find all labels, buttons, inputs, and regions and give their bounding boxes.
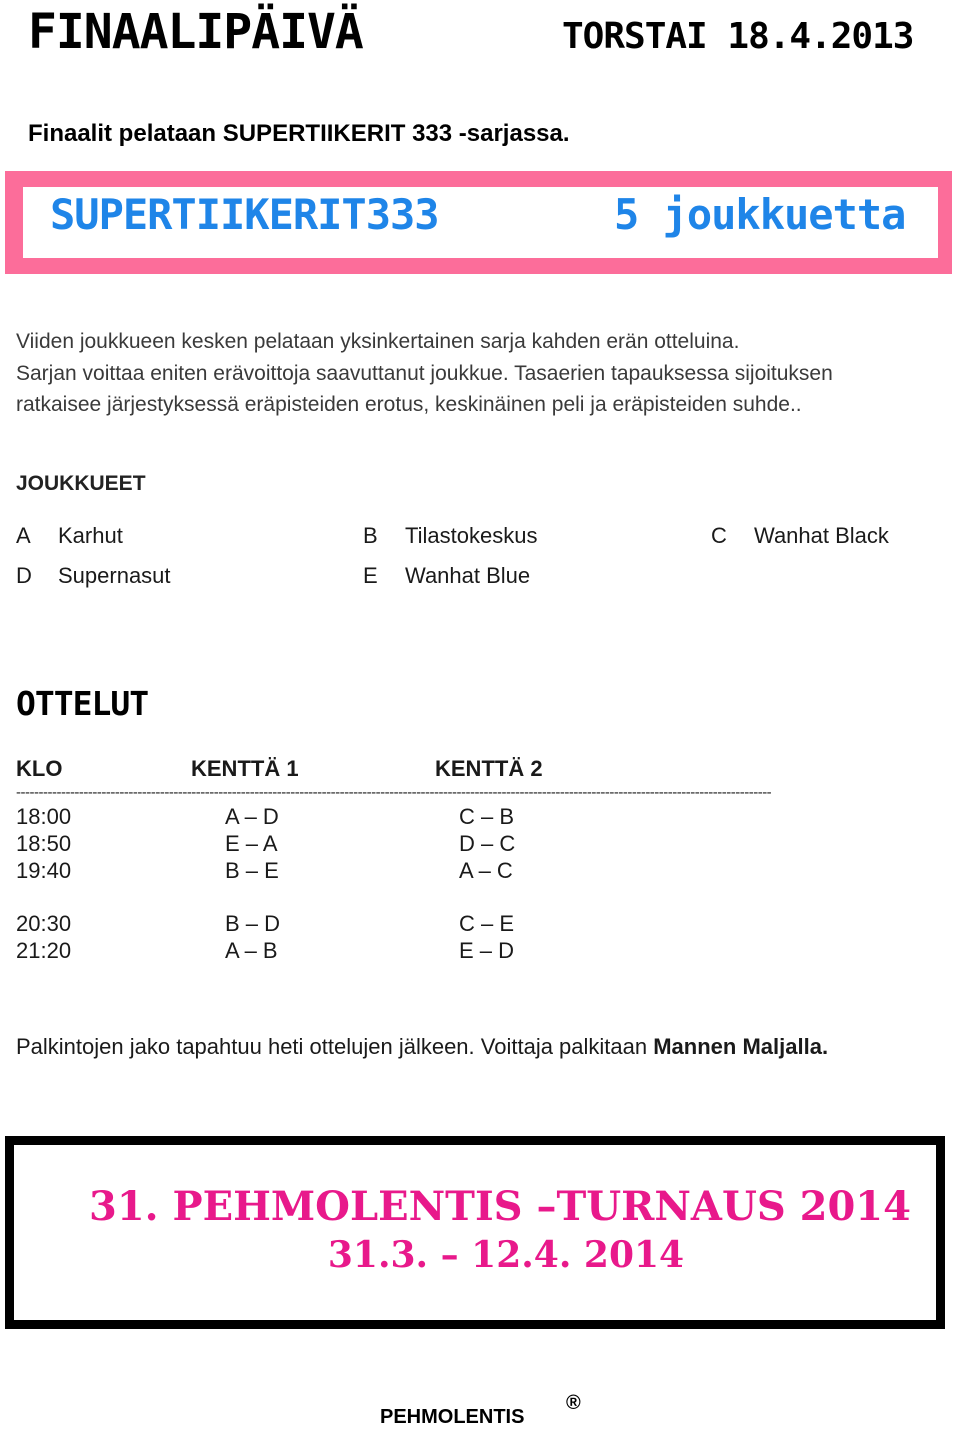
separator-line: ------------------------------------------------------------------------------------------------------------------------------------------------------------------------ (16, 786, 772, 800)
team-letter: C (711, 523, 727, 548)
match-time: 18:00 (16, 804, 72, 829)
team-name: Tilastokeskus (405, 523, 538, 548)
promo-box (5, 1136, 945, 1329)
match-field-1: A – B (225, 938, 278, 963)
match-time: 19:40 (16, 858, 72, 883)
series-name: SUPERTIIKERIT333 (50, 190, 439, 239)
event-date: TORSTAI 18.4.2013 (562, 16, 914, 57)
match-time: 21:20 (16, 938, 72, 963)
prize-note (16, 1034, 828, 1060)
match-field-1: E – A (225, 831, 278, 856)
team-name: Karhut (58, 523, 123, 548)
match-field-1: B – D (225, 911, 281, 936)
prize-trophy: Mannen Maljalla. (653, 1034, 829, 1059)
match-field-1: B – E (225, 858, 279, 883)
team-name: Wanhat Black (754, 523, 889, 548)
match-field-2: C – B (459, 804, 515, 829)
matches-heading: OTTELUT (16, 684, 149, 723)
column-header-time: KLO (16, 756, 63, 781)
description-line-2: Sarjan voittaa eniten erävoittoja saavuttanut joukkue. Tasaerien tapauksessa sijoituksen (16, 362, 833, 385)
page-title: FINAALIPÄIVÄ (28, 4, 363, 60)
match-time: 18:50 (16, 831, 72, 856)
teams-count: 5 joukkuetta (614, 190, 906, 239)
teams-heading: JOUKKUEET (16, 472, 146, 495)
column-header-field-1: KENTTÄ 1 (191, 756, 299, 781)
match-field-2: D – C (459, 831, 516, 856)
match-field-2: E – D (459, 938, 515, 963)
team-letter: D (16, 563, 32, 588)
intro-text: Finaalit pelataan SUPERTIIKERIT 333 -sarjassa. (28, 120, 570, 147)
promo-dates: 31.3. – 12.4. 2014 (327, 1234, 685, 1276)
column-header-field-2: KENTTÄ 2 (435, 756, 543, 781)
description-line-1: Viiden joukkueen kesken pelataan yksinkertainen sarja kahden erän otteluina. (16, 330, 740, 353)
match-field-2: C – E (459, 911, 515, 936)
match-field-2: A – C (459, 858, 513, 883)
team-name: Wanhat Blue (405, 563, 531, 588)
footer-brand: PEHMOLENTIS (380, 1406, 525, 1428)
registered-mark: ® (566, 1392, 581, 1414)
team-letter: B (363, 523, 378, 548)
description-line-3: ratkaisee järjestyksessä eräpisteiden erotus, keskinäinen peli ja eräpisteiden suhde.. (16, 393, 802, 416)
prize-text: Palkintojen jako tapahtuu heti ottelujen jälkeen. Voittaja palkitaan (16, 1034, 654, 1059)
promo-title: 31. PEHMOLENTIS –TURNAUS 2014 (89, 1183, 911, 1230)
match-time: 20:30 (16, 911, 72, 936)
team-letter: E (363, 563, 378, 588)
team-letter: A (16, 523, 31, 548)
match-field-1: A – D (225, 804, 279, 829)
team-name: Supernasut (58, 563, 171, 588)
